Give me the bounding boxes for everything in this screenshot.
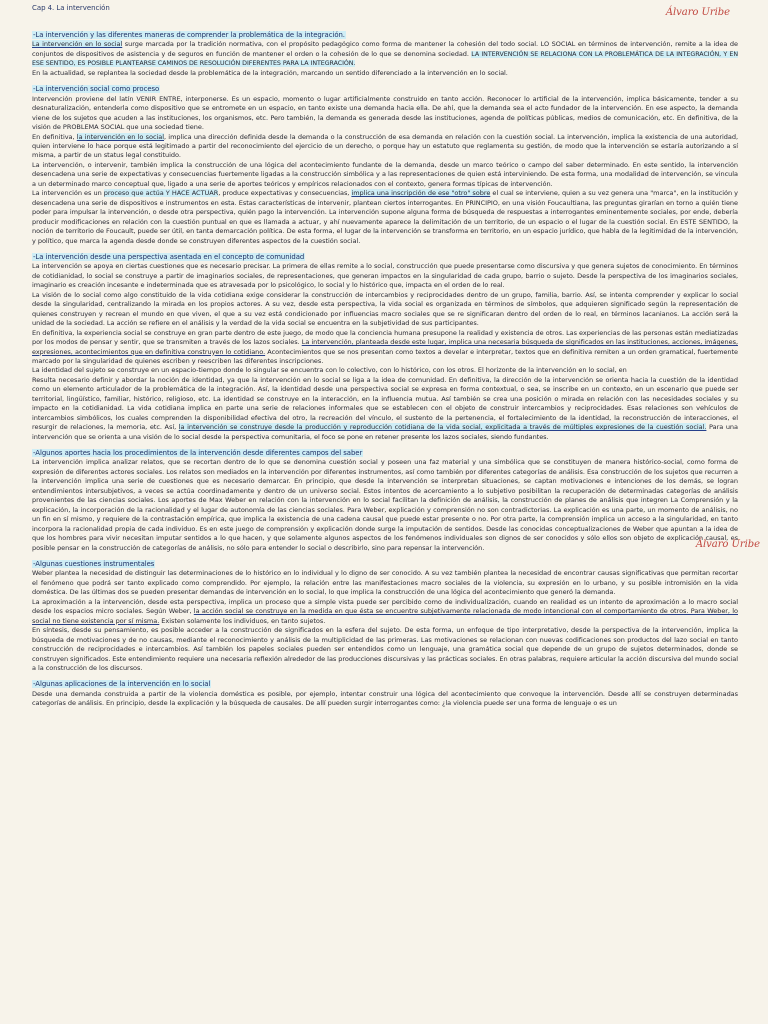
chapter-title: Cap 4. La intervención	[32, 4, 110, 12]
highlighted-text: proceso que actúa Y HACE ACTUAR	[103, 189, 219, 198]
text-run: En síntesis, desde su pensamiento, es posible acceder a la construcción de significados en la esfera del sujeto. De esta forma, un enfoque de tipo interpretativo, desde la perspectiva de la intervención, implica la búsqueda de motivaciones y de no causas, mediante el reconocimiento y análisis de la multiplicidad de las primeras. Las motivaciones se relacionan con nuevas codificaciones son productos del lazo social en tanto construcción de reciprocidades e intercambios. Así también los papeles sociales pueden ser entendidos como un lenguaje, una gramática social que depende de un grupo de sujetos determinados, donde se construyen significados. Este entendimiento requiere una necesaria reflexión alrededor de las producciones discursivas y las prácticas sociales. En otras palabras, requiere articular la acción discursiva del mundo social a la construcción de los discursos.	[32, 626, 738, 672]
text-run: La aproximación a la intervención, desde esta perspectiva, implica un proceso que a simple vista puede ser percibido como de individualización, cuando en realidad es un intento de aproximación a lo macro social desde los espacios micro sociales. Según Weber,	[32, 597, 738, 616]
section-heading	[32, 31, 738, 40]
section	[32, 560, 738, 673]
signature-middle: Álvaro Uribe	[695, 539, 760, 550]
highlighted-text: La intervención, planteada desde este lugar, implica una necesaria búsqueda de significados en las instituciones, acciones, imágenes, expresiones, acontecimientos que en definitiva construyen lo cotidiano.	[32, 338, 738, 356]
text-run: En definitiva, la experiencia social se construye en gran parte dentro de este juego, de modo que la conciencia humana presupone la realidad y existencia de otros. Las experiencias de las personas están mediatizadas por los modos de pensar y sentir, que se transmiten a través de los lazos sociales.	[32, 328, 738, 347]
highlighted-text: la intervención se construye desde la producción y reproducción cotidiana de la vida social, explicitada a través de múltiples expresiones de la cuestión social.	[178, 423, 707, 432]
paragraph	[32, 95, 738, 133]
highlighted-text: la intervención en lo social	[76, 132, 165, 141]
text-run: Acontecimientos que se nos presentan como textos a develar e interpretar, textos que en definitiva remiten a un orden gramatical, fuertemente marcado por la singularidad de quienes escriben y reescriben las diferentes inscripciones.	[32, 347, 738, 365]
highlighted-text: implica una inscripción de ese "otro" sobre	[351, 189, 491, 198]
section-heading	[32, 253, 738, 262]
paragraph	[32, 376, 738, 442]
paragraph	[32, 626, 738, 673]
paragraph	[32, 189, 738, 246]
text-run: Existen solamente los individuos, en tanto sujetos.	[159, 616, 326, 625]
page-header	[32, 4, 738, 24]
section	[32, 85, 738, 246]
highlighted-text: La intervención en lo social	[32, 40, 123, 49]
text-run: La identidad del sujeto se construye en un espacio-tiempo donde lo singular se encuentra con lo colectivo, con lo histórico, con los otros. El horizonte de la intervención en lo social, en	[32, 366, 627, 375]
highlighted-text: la acción social se construye en la medida en que ésta se encuentre subjetivamente relacionada de modo intencional con el comportamiento de otros. Para Weber, lo social no tiene existencia por sí misma.	[32, 607, 738, 625]
highlighted-text: LA INTERVENCIÓN SE RELACIONA CON LA PROBLEMÁTICA DE LA INTEGRACIÓN, Y EN ESE SENTIDO, ES POSIBLE PLANTEARSE CAMINOS DE RESOLUCIÓN DIFERENTES PARA LA INTEGRACIÓN.	[32, 50, 738, 68]
section-heading	[32, 85, 738, 94]
text-run: Para una intervención que se orienta a una visión de lo social desde la perspectiva comunitaria, el foco se pone en retener presente los lazos sociales, siendo fundantes.	[32, 423, 738, 441]
signature-top: Álvaro Uribe	[665, 7, 730, 18]
paragraph	[32, 291, 738, 329]
paragraph	[32, 133, 738, 161]
paragraph	[32, 161, 738, 189]
paragraph	[32, 262, 738, 290]
paragraph	[32, 569, 738, 597]
text-run: Intervención proviene del latín VENIR ENTRE, interponerse. Es un espacio, momento o lugar artificialmente construido en tanto acción. Reconocer lo artificial de la intervención, implica básicamente, tender a su desnaturalización, entenderla como dispositivo que se entromete en un espacio, en tanto existe una demanda hacia ella. De ahí, que la demanda sea el acto fundador de la intervención. En ese aspecto, la demanda viene de los sujetos que acuden a las instituciones, los organismos, etc. Pero también, la demanda es generada desde las instituciones, agenda de políticas públicas, medios de comunicación, etc. En definitiva, de la visión de PROBLEMA SOCIAL que una sociedad tiene.	[32, 94, 738, 132]
section	[32, 680, 738, 708]
text-run: Desde una demanda construida a partir de la violencia doméstica es posible, por ejemplo, intentar construir una lógica del acontecimiento que convoque la intervención. Desde allí se construyen determinadas categorías de análisis. En principio, desde la explicación y la búsqueda de causales. De allí pueden surgir interrogantes como: ¿la violencia puede ser una forma de lenguaje o es un	[32, 689, 738, 708]
text-run: La intervención se apoya en ciertas cuestiones que es necesario precisar. La primera de ellas remite a lo social, construcción que puede presentarse como discursiva y que genera sujetos de conocimiento. En términos de cotidianidad, lo social se construye a partir de imaginarios sociales, de representaciones, que generan impactos en la singularidad de cada grupo, barrio o sujeto. Desde la perspectiva de los imaginarios sociales, imaginario es creación incesante e indeterminada que es atravesada por lo psicológico, lo social y lo histórico que, impacta en el orden de lo real.	[32, 262, 738, 290]
text-run: En definitiva,	[32, 132, 77, 141]
section-heading-text: -Algunos aportes hacia los procedimientos de la intervención desde diferentes campos del saber	[33, 449, 363, 458]
section-heading-text: -La intervención social como proceso	[33, 85, 160, 94]
text-run: La intervención implica analizar relatos, que se recortan dentro de lo que se denomina cuestión social y poseen una faz material y una simbólica que se constituyen de manera histórico-social, como forma de expresión de diferentes actores sociales. Los relatos son mediados en la intervención por diferentes instrumentos, así como también por diferentes categorías de análisis. Esa construcción de los sujetos que recurren a la intervención implica una serie de cuestiones que es necesario demarcar. En principio, que desde la intervención se interpretan situaciones, se captan motivaciones e intenciones de los demás, se logran entendimientos intersubjetivos, a veces se actúa coordinadamente y dentro de un universo social. Estos intentos de acercamiento a lo subjetivo posibilitan la recuperación de determinadas categorías de análisis provenientes de las ciencias sociales. Los aportes de Max Weber en relación con la intervención en lo social facilitan la definición de análisis, la construcción de planes de análisis que integren La Comprensión y la explicación, la incorporación de la racionalidad y el lugar de autonomía de las ciencias sociales. Para Weber, explicación y comprensión no son contradictorias. La explicación es una parte, un momento de análisis, no un fin en sí mismo, y requiere de la contrastación empírica, que implica la existencia de una cadena causal que puede estar presente o no. Por otra parte, la comprensión implica un acceso a la singularidad, en tanto incorpora la racionalidad propia de cada individuo. Es en este juego de comprensión y explicación donde surge la imputación de sentidos. Desde las conocidas conceptualizaciones de Weber que apuntan a la idea de que los hombres para vivir necesitan imputar sentidos a lo que hacen, y que solamente algunos aspectos de los fenómenos individuales son dignos de ser conocidos y sólo ellos son objeto de explicación causal, es posible pensar en la construcción de categorías de análisis, no sólo para entender lo social o describirlo, sino para repensar la intervención.	[32, 458, 738, 552]
section-heading	[32, 449, 738, 458]
text-run: La visión de lo social como algo constituido de la vida cotidiana exige considerar la construcción de intercambios y reciprocidades dentro de un grupo, familia, barrio. Así, se intenta comprender y explicar lo social desde la singularidad, centralizando la mirada en los propios actores. A su vez, desde esta perspectiva, la vida social es organizada en términos de símbolos, que adquieren significado según la representación de quienes construyen y recrean el mundo en que viven, el que a su vez está condicionado por influencias macro sociales que se re significaran dentro del orden de lo real, en términos lacanianos. La acción será la unidad de la sociedad. La acción se refiere en el análisis y la verdad de la vida social se encuentra en la subjetividad de sus participantes.	[32, 290, 738, 328]
section-heading	[32, 560, 738, 569]
section-heading-text: -Algunas cuestiones instrumentales	[33, 560, 155, 569]
text-run: el cual se interviene, quien a su vez genera una "marca", en la institución y desencadena una serie de dispositivos e instrumentos en esta. Estas características de intervenir, plantean ciertos interrogantes. En PRINCIPIO, en una visión Foucaultiana, las preguntas girarían en torno a quién tiene poder para impulsar la intervención, o desde otra perspectiva, quién pago la intervención. La intervención supone alguna forma de búsqueda de respuestas a interrogantes eminentemente sociales, por ende, debería producir modificaciones en relación con la cuestión puntual en que es llamada a actuar, y ahí nuevamente aparece la delimitación de un territorio, de un espacio o el lugar de la cuestión social. En ESTE SENTIDO, la noción de territorio de Foucault, puede ser útil, en tanta demarcación política. De esta forma, el lugar de la intervención se transforma en territorio, en un espacio jurídico, que habla de la legitimidad de la intervención, y político, que marca la agenda desde donde se construyen diferentes aspectos de la cuestión social.	[32, 189, 738, 245]
text-run: Resulta necesario definir y abordar la noción de identidad, ya que la intervención en lo social se liga a la idea de comunidad. En definitiva, la dirección de la intervención se orienta hacia la cuestión de la identidad como un elemento articulador de la problemática de la integración. Así, la identidad desde una perspectiva social se expresa en forma contextual, o sea, se inscribe en un contexto, en un escenario que puede ser territorial, lingüístico, familiar, histórico, religioso, etc. La identidad se construye en la interacción, en la influencia mutua. Así también se crea una posición o mirada en relación con las necesidades sociales y su impacto en la cotidianidad. La vida cotidiana implica en parte una serie de relaciones informales que se establecen con el objeto de construir intercambios y reciprocidades. Esas relaciones son vehículos de intercambios simbólicos, los cuales comprenden la disponibilidad efectiva del otro, la recreación del vínculo, el sustento de la pertenencia, el fortalecimiento de la identidad, la reconstrucción de interacciones, el resurgir de relaciones, la memoria, etc. Así,	[32, 375, 738, 432]
text-run: La intervención es un	[32, 189, 104, 198]
section	[32, 449, 738, 553]
paragraph	[32, 69, 738, 78]
document-body	[32, 31, 738, 709]
paragraph	[32, 329, 738, 367]
section-heading-text: -Algunas aplicaciones de la intervención en lo social	[33, 680, 211, 689]
paragraph	[32, 458, 738, 553]
section-heading-text: -La intervención y las diferentes maneras de comprender la problemática de la integración.	[33, 31, 345, 39]
text-run: , implica una dirección definida desde la demanda o la construcción de esa demanda en relación con la cuestión social. La intervención, implica la existencia de una autoridad, quien interviene lo hace porque está legitimado a partir del reconocimiento del ejercicio de un derecho, o porque hay un estatuto que reglamenta su gestión, de modo que la intervención se estaría autorizando a sí misma, a partir de un status legal constituido.	[32, 132, 738, 160]
section	[32, 31, 738, 78]
section	[32, 253, 738, 442]
text-run: La intervención, o intervenir, también implica la construcción de una lógica del acontecimiento fundante de la demanda, desde un marco teórico o campo del saber determinado. En este sentido, la intervención desencadena una serie de expectativas y consecuencias fuertemente ligadas a la construcción simbólica y a las representaciones de quien está interviniendo. De esta forma, una modalidad de intervención, se vincula a un determinado marco conceptual que, ligado a una serie de aportes teóricos y empíricos relacionados con el contexto, genera formas típicas de intervención.	[32, 160, 738, 188]
text-run: Weber plantea la necesidad de distinguir las determinaciones de lo histórico en lo individual y lo digno de ser conocido. A su vez también plantea la necesidad de encontrar causas significativas que permitan recortar el fenómeno que podrá ser tanto explicado como comprendido. Por ejemplo, la relación entre las manifestaciones macro sociales de la violencia, su expresión en lo urbano, y su posible intromisión en la vida doméstica. De las últimas dos se pueden presentar demandas de intervención en lo social, lo que implica la construcción de una lógica del acontecimiento que generó la demanda.	[32, 569, 738, 597]
section-heading	[32, 680, 738, 689]
paragraph	[32, 598, 738, 626]
paragraph	[32, 40, 738, 68]
section-heading-text: -La intervención desde una perspectiva asentada en el concepto de comunidad	[33, 252, 305, 261]
text-run: surge marcada por la tradición normativa, con el propósito pedagógico como forma de mantener la cohesión del todo social. LO SOCIAL en términos de intervención, remite a la idea de conjuntos de dispositivos de asistencia y de seguros en función de mantener el orden o la cohesión de lo que se denomina sociedad.	[32, 40, 738, 58]
text-run: , produce expectativas y consecuencias,	[218, 189, 352, 198]
paragraph	[32, 366, 738, 375]
text-run: En la actualidad, se replantea la sociedad desde la problemática de la integración, marcando un sentido diferenciado a la intervención en lo social.	[32, 68, 508, 77]
paragraph	[32, 690, 738, 709]
